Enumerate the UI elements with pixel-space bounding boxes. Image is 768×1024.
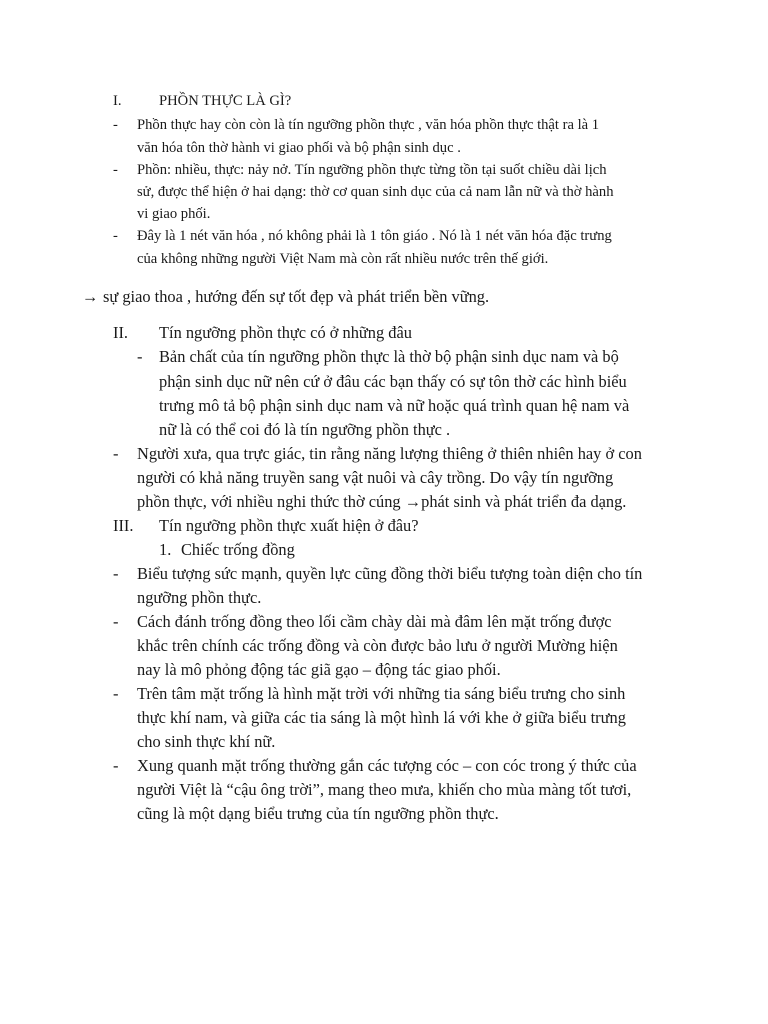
paragraph-line: vi giao phối. [137, 206, 211, 222]
paragraph-line: phận sinh dục nữ nên cứ ở đâu các bạn thấy có sự tôn thờ các hình biểu [159, 372, 627, 391]
bullet-marker: - [113, 612, 119, 631]
paragraph-line: khắc trên chính các trống đồng và còn được bảo lưu ở người Mường hiện [137, 636, 618, 655]
bullet-marker: - [113, 564, 119, 583]
bullet-marker: - [113, 444, 119, 463]
paragraph-line: trưng mô tả bộ phận sinh dục nam và nữ hoặc quá trình quan hệ nam và [159, 396, 630, 415]
paragraph-line: thực khí nam, và giữa các tia sáng là một hình lá với khe ở giữa biểu trưng [137, 708, 626, 727]
bullet-marker: - [113, 117, 118, 133]
bullet-marker: - [113, 684, 119, 703]
section-2-heading: Tín ngưỡng phồn thực có ở những đâu [159, 323, 412, 342]
paragraph-line: người có khả năng truyền sang vật nuôi và cây trồng. Do vậy tín ngưỡng [137, 468, 614, 487]
paragraph-line: người Việt là “cậu ông trời”, mang theo mưa, khiến cho mùa màng tốt tươi, [137, 780, 632, 799]
bullet-marker: - [113, 228, 118, 244]
paragraph-line: Phồn: nhiều, thực: nảy nở. Tín ngưỡng phồn thực từng tồn tại suốt chiều dài lịch [137, 162, 607, 178]
paragraph-line [137, 492, 626, 512]
paragraph-line: Cách đánh trống đồng theo lối cầm chày dài mà đâm lên mặt trống được [137, 612, 612, 631]
paragraph-line: Bản chất của tín ngưỡng phồn thực là thờ bộ phận sinh dục nam và bộ [159, 347, 619, 366]
paragraph-line: nay là mô phỏng động tác giã gạo – động tác giao phối. [137, 660, 501, 679]
paragraph-line: của không những người Việt Nam mà còn rất nhiều nước trên thế giới. [137, 251, 549, 267]
subheading: Chiếc trống đồng [181, 540, 295, 559]
bullet-marker: - [113, 756, 119, 775]
paragraph-line: nữ là có thể coi đó là tín ngưỡng phồn thực . [159, 420, 451, 439]
subheading-number: 1. [159, 540, 172, 559]
arrow-icon: → [82, 287, 99, 306]
paragraph-line: Người xưa, qua trực giác, tin rằng năng lượng thiêng ở thiên nhiên hay ở con [137, 444, 642, 463]
paragraph-text: phồn thực, với nhiều nghi thức thờ cúng [137, 492, 405, 511]
paragraph-line: văn hóa tôn thờ hành vi giao phối và bộ phận sinh dục . [137, 140, 461, 156]
arrow-icon: → [404, 492, 422, 511]
conclusion-text: sự giao thoa , hướng đến sự tốt đẹp và phát triển bền vững. [103, 287, 490, 306]
bullet-marker: - [113, 162, 118, 178]
section-2-numeral: II. [113, 323, 129, 342]
paragraph-line: Xung quanh mặt trống thường gắn các tượng cóc – con cóc trong ý thức của [137, 756, 637, 775]
paragraph-line: Trên tâm mặt trống là hình mặt trời với những tia sáng biểu trưng cho sinh [137, 684, 626, 703]
paragraph-text: phát sinh và phát triển đa dạng. [421, 492, 627, 511]
paragraph-line: Phồn thực hay còn còn là tín ngưỡng phồn thực , văn hóa phồn thực thật ra là 1 [137, 117, 600, 133]
section-1-numeral: I. [113, 93, 122, 109]
paragraph-line: ngưỡng phồn thực. [137, 588, 262, 607]
section-3-heading: Tín ngưỡng phồn thực xuất hiện ở đâu? [159, 516, 419, 535]
section-3-numeral: III. [113, 516, 134, 535]
section-1-heading: PHỒN THỰC LÀ GÌ? [159, 93, 292, 109]
paragraph-line: Đây là 1 nét văn hóa , nó không phải là 1 tôn giáo . Nó là 1 nét văn hóa đặc trưng [137, 228, 612, 244]
paragraph-line: cho sinh thực khí nữ. [137, 732, 276, 751]
bullet-marker: - [137, 347, 143, 366]
paragraph-line: sử, được thể hiện ở hai dạng: thờ cơ quan sinh dục của cả nam lẫn nữ và thờ hành [137, 184, 614, 200]
paragraph-line: Biểu tượng sức mạnh, quyền lực cũng đồng thời biểu tượng toàn diện cho tín [137, 564, 643, 583]
paragraph-line: cũng là một dạng biểu trưng của tín ngưỡng phồn thực. [137, 804, 499, 823]
